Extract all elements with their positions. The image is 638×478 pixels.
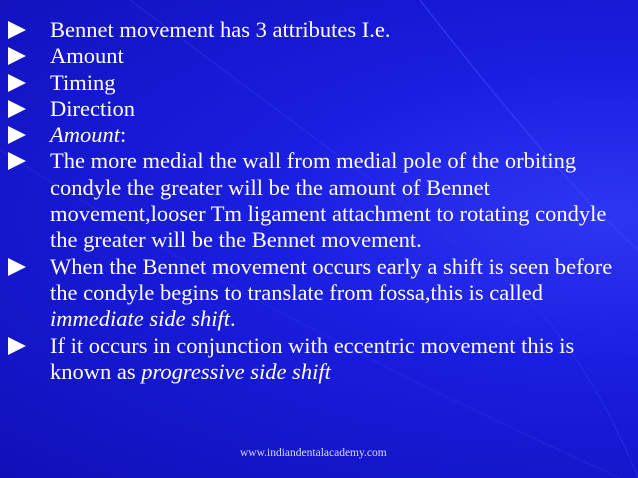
bullet-suffix-text: . — [229, 306, 236, 332]
bullet-text: The more medial the wall from medial pole of the orbiting condyle the greater will be the amount of Bennet movement,looser Tm ligament attachment to rotating condyle the greater will be the Bennet movement. — [50, 148, 607, 253]
bullet-list — [8, 17, 620, 385]
bullet-text: Bennet movement has 3 attributes I.e. — [50, 17, 391, 42]
footer-watermark: www.indiandentalacademy.com — [240, 447, 387, 459]
bullet-italic-text: immediate side shift — [50, 306, 230, 332]
bullet-italic-text: Amount — [50, 122, 120, 148]
bullet-item-amount-heading — [8, 122, 620, 148]
bullet-item-timing — [8, 70, 620, 96]
bullet-item-amount — [8, 43, 620, 69]
bullet-triangle-icon — [8, 337, 26, 355]
bullet-triangle-icon — [8, 258, 26, 276]
bullet-triangle-icon — [8, 100, 26, 118]
bullet-item-immediate-shift — [8, 254, 620, 333]
bullet-triangle-icon — [8, 21, 26, 39]
bullet-triangle-icon — [8, 47, 26, 65]
bullet-text: Amount — [50, 43, 124, 69]
bullet-item-attributes — [8, 17, 620, 43]
bullet-triangle-icon — [8, 152, 26, 170]
bullet-triangle-icon — [8, 74, 26, 92]
bullet-item-medial-wall — [8, 148, 620, 253]
bullet-prefix-text: When the Bennet movement occurs early a shift is seen before the condyle begins to translate from fossa,this is called — [50, 253, 613, 305]
bullet-text: Direction — [50, 95, 135, 121]
bullet-prefix-text: If it occurs in conjunction with eccentric movement this is known as — [50, 332, 575, 384]
bullet-suffix-text: : — [120, 122, 127, 148]
bullet-text: Timing — [50, 69, 116, 95]
bullet-item-progressive-shift — [8, 333, 620, 386]
bullet-triangle-icon — [8, 126, 26, 144]
bullet-item-direction — [8, 96, 620, 122]
bullet-italic-text: progressive side shift — [141, 358, 331, 384]
